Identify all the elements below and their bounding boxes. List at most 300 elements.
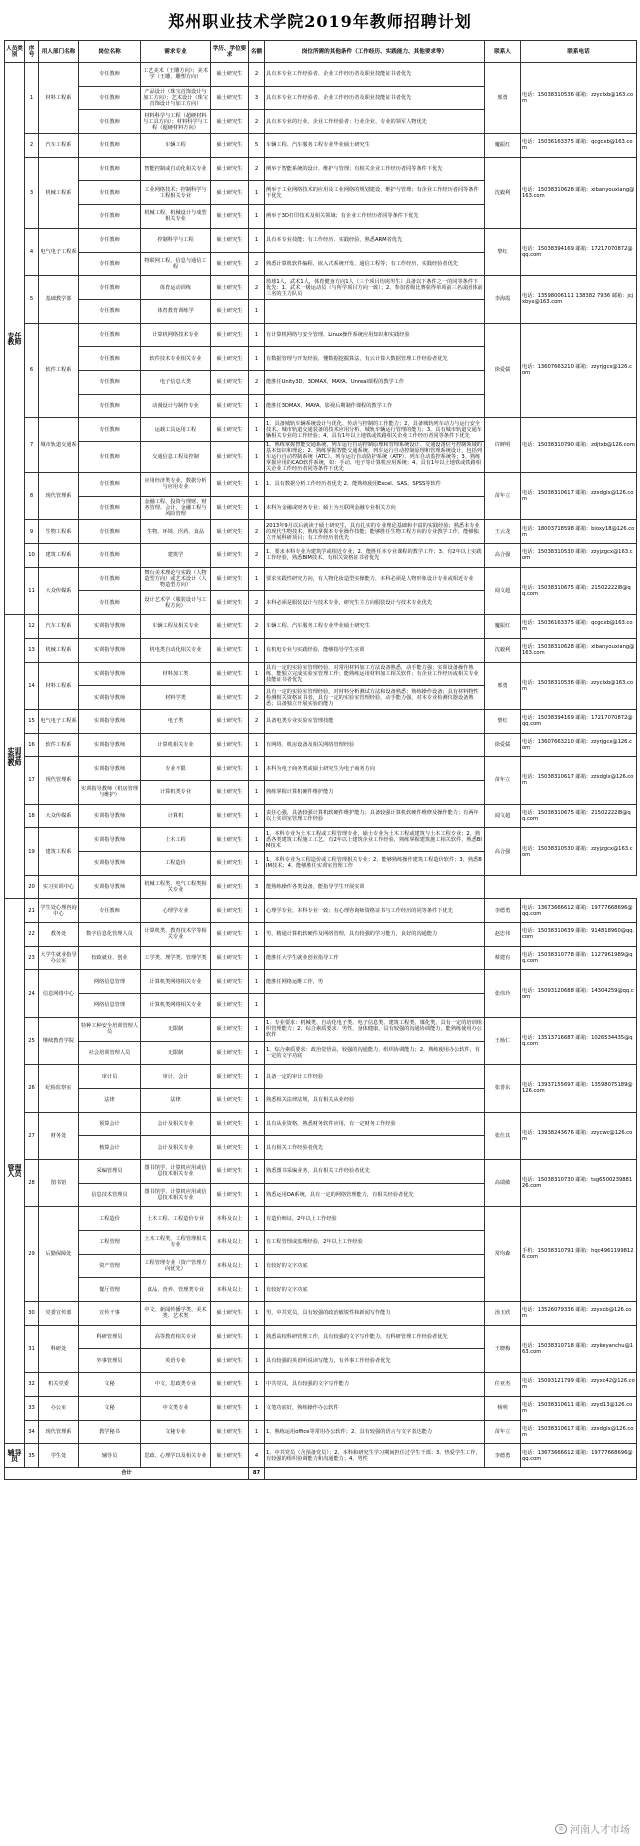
total-count: 87 <box>249 1467 265 1479</box>
required-major: 心理学专业 <box>141 899 211 923</box>
table-row <box>5 544 637 568</box>
headcount: 1 <box>249 205 265 229</box>
position-name: 文秘 <box>79 1373 141 1397</box>
contact-person: 赵忠伟 <box>485 923 521 947</box>
contact-person: 张善东 <box>485 1065 521 1112</box>
headcount: 1 <box>249 1183 265 1207</box>
position-name: 实训指导教师 <box>79 615 141 639</box>
other-requirements: 1、具有数据分析工作经历者优先 2、能熟练使用Excel、SAS、SPSS等软件 <box>265 473 485 497</box>
headcount: 2 <box>249 544 265 568</box>
other-requirements: 具有一定的实验室管理经验，对常用材料加工方法设备熟悉，动手能力强；实训设备操作熟练，能独立完成实验室管理工作；能熟练运用材料加工相关软件；有企业工作经历或相关专业技能证书者优先 <box>265 662 485 686</box>
degree-requirement: 硕士研究生 <box>211 662 249 686</box>
contact-person: 黎红 <box>485 709 521 733</box>
other-requirements: 熟练掌握计算机硬件维护能力 <box>265 780 485 804</box>
position-name: 科研管理员 <box>79 1325 141 1349</box>
contact-phone: 电话：15038394169 邮箱：17217070872@qq.com <box>521 709 637 733</box>
other-requirements: 熟悉图书采编业务，具有相关工作经验者优先 <box>265 1159 485 1183</box>
table-row <box>5 134 637 158</box>
contact-person: 苗年立 <box>485 473 521 520</box>
contact-phone: 电话：13513716687 邮箱：1026534435@qq.com <box>521 1017 637 1064</box>
table-row <box>5 418 637 442</box>
degree-requirement: 硕士研究生 <box>211 828 249 852</box>
required-major: 材料学类 <box>141 686 211 710</box>
table-row <box>5 757 637 781</box>
degree-requirement: 硕士研究生 <box>211 994 249 1018</box>
position-name: 实训指导教师 <box>79 638 141 662</box>
headcount: 1 <box>249 394 265 418</box>
table-row <box>5 899 637 923</box>
column-header: 联系人 <box>485 41 521 63</box>
degree-requirement: 硕士研究生 <box>211 496 249 520</box>
required-major: 产品设计（珠宝首饰设计与加工方向）；艺术设计（珠宝首饰设计与加工方向） <box>141 86 211 110</box>
degree-requirement: 硕士研究生 <box>211 733 249 757</box>
row-number: 33 <box>25 1396 39 1420</box>
department: 电气电子工程系 <box>39 709 79 733</box>
headcount: 1 <box>249 1017 265 1041</box>
table-row <box>5 709 637 733</box>
headcount: 1 <box>249 970 265 994</box>
headcount: 3 <box>249 86 265 110</box>
headcount: 1 <box>249 638 265 662</box>
headcount: 3 <box>249 875 265 899</box>
contact-person: 王晓梅 <box>485 1325 521 1372</box>
position-name: 预算会计 <box>79 1112 141 1136</box>
other-requirements: 具有从业资格，熟悉财务软件应用，有一定财务工作经验 <box>265 1112 485 1136</box>
position-name: 专任教师 <box>79 181 141 205</box>
required-major: 机械工程、机械设计与成型相关专业 <box>141 205 211 229</box>
table-row <box>5 1325 637 1349</box>
other-requirements: 有造价师证，2年以上工作经验 <box>265 1207 485 1231</box>
table-row <box>5 276 637 300</box>
position-name: 专任教师 <box>79 110 141 134</box>
table-row <box>5 1420 637 1444</box>
position-name: 校政就业、创业 <box>79 946 141 970</box>
row-number: 3 <box>25 157 39 228</box>
other-requirements: 有较好的文字功底 <box>265 1254 485 1278</box>
other-requirements: 要求实践性研究方向，有人物化妆造型实操能力，本科必须是人物形象设计专业或相近专业 <box>265 567 485 591</box>
degree-requirement: 硕士研究生 <box>211 899 249 923</box>
contact-phone: 电话：15038310536 邮箱：zzyclxb@163.com <box>521 662 637 709</box>
required-major: 车辆工程及相关专业 <box>141 615 211 639</box>
other-requirements: 车辆工程、汽车服务工程专业毕业硕士研究生 <box>265 615 485 639</box>
contact-phone: 电话：15038310628 邮箱：xibanyouxiang@163.com <box>521 157 637 228</box>
contact-person: 闻文超 <box>485 567 521 614</box>
required-major: 计算机类网络相关专业 <box>141 970 211 994</box>
degree-requirement: 硕士研究生 <box>211 370 249 394</box>
other-requirements: 有网络、机房设备及相关网络管理经验 <box>265 733 485 757</box>
department: 生物工程系 <box>39 520 79 544</box>
required-major: 土木工程 <box>141 828 211 852</box>
other-requirements <box>265 994 485 1018</box>
department: 汽车工程系 <box>39 615 79 639</box>
table-header <box>5 41 637 63</box>
degree-requirement: 硕士研究生 <box>211 110 249 134</box>
degree-requirement: 硕士研究生 <box>211 1444 249 1468</box>
department: 实习实训中心 <box>39 875 79 899</box>
headcount: 1 <box>249 994 265 1018</box>
contact-person: 常均森 <box>485 1207 521 1302</box>
other-requirements: 具有本专业的行业、企业工作经验者；行业企业、专业的领军人物优先 <box>265 110 485 134</box>
required-major: 高等教育相关专业 <box>141 1325 211 1349</box>
column-header: 序号 <box>25 41 39 63</box>
contact-phone: 电话：15038394169 邮箱：17217070872@qq.com <box>521 228 637 275</box>
headcount: 1 <box>249 418 265 442</box>
required-major: 应用经济类专业，数据分析与应用专业 <box>141 473 211 497</box>
degree-requirement: 硕士研究生 <box>211 1373 249 1397</box>
degree-requirement: 硕士研究生 <box>211 347 249 371</box>
position-name: 数字信息化管理人员 <box>79 923 141 947</box>
contact-person: 魔振红 <box>485 615 521 639</box>
department: 办公室 <box>39 1396 79 1420</box>
column-header: 联系电话 <box>521 41 637 63</box>
degree-requirement: 硕士研究生 <box>211 1420 249 1444</box>
contact-person: 张伟玲 <box>485 970 521 1017</box>
other-requirements: 有较好的文字功底 <box>265 1278 485 1302</box>
row-number: 10 <box>25 544 39 568</box>
degree-requirement: 硕士研究生 <box>211 1041 249 1065</box>
headcount: 1 <box>249 899 265 923</box>
other-requirements: 1、综合素质要求：政治觉悟高，较强的沟通能力，组织协调能力；2、熟练使用办公软件，有一定的文字功底 <box>265 1041 485 1065</box>
required-major: 舞台美术理论与实践（人物造型方向）或艺术设计（人物造型方向） <box>141 567 211 591</box>
contact-phone: 电话：13673666612 邮箱：19777668696@qq.com <box>521 899 637 923</box>
department: 财务处 <box>39 1112 79 1159</box>
row-number: 12 <box>25 615 39 639</box>
table-row <box>5 520 637 544</box>
degree-requirement: 硕士研究生 <box>211 86 249 110</box>
other-requirements: 具有较强的英语听说读写能力，有外事工作经验者优先 <box>265 1349 485 1373</box>
degree-requirement: 硕士研究生 <box>211 323 249 347</box>
contact-phone: 电话：15038310617 邮箱：zzxdglx@126.com <box>521 757 637 804</box>
degree-requirement: 本科及以上 <box>211 1207 249 1231</box>
row-number: 25 <box>25 1017 39 1064</box>
table-row <box>5 1302 637 1326</box>
position-name: 专任教师 <box>79 276 141 300</box>
row-number: 1 <box>25 63 39 134</box>
degree-requirement: 硕士研究生 <box>211 852 249 876</box>
other-requirements: 1、本科专业为工程造价或工程管理相关专业；2、能够熟练操作建筑工程造价软件；3、熟悉BIM技术；4、能够胜任实训室管理工作 <box>265 852 485 876</box>
table-row <box>5 946 637 970</box>
position-name: 专任教师 <box>79 394 141 418</box>
required-major: 机械工程类、电气工程类相关专业 <box>141 875 211 899</box>
position-name: 实训指导教师 <box>79 757 141 781</box>
headcount: 2 <box>249 370 265 394</box>
row-number: 4 <box>25 228 39 275</box>
contact-phone: 电话：18003718598 邮箱：bioxy18@126.com <box>521 520 637 544</box>
headcount: 1 <box>249 1278 265 1302</box>
other-requirements: 具有本专业工作经验者、企业工作经历者及职业技能证书者优先 <box>265 86 485 110</box>
contact-phone: 电话：13938243676 邮箱：zzycwc@126.com <box>521 1112 637 1159</box>
department: 现代管理系 <box>39 1420 79 1444</box>
other-requirements: 心理学专业，本科专业一致；有心理咨询师资格证书与工作经历的同等条件下优先 <box>265 899 485 923</box>
column-header: 人员类别 <box>5 41 25 63</box>
required-major: 中文、新闻传播学类、美术类、艺术类 <box>141 1302 211 1326</box>
department: 城市轨道交通系 <box>39 418 79 473</box>
department: 学生处心理咨询中心 <box>39 899 79 923</box>
department: 科研处 <box>39 1325 79 1372</box>
department: 继续教育学院 <box>39 1017 79 1064</box>
contact-phone: 电话：15038310778 邮箱：1127961989@qq.com <box>521 946 637 970</box>
other-requirements: 例举于3D打印技术及相关领域；有企业工作经历者同等条件下优先 <box>265 205 485 229</box>
degree-requirement: 硕士研究生 <box>211 418 249 442</box>
position-name: 专任教师 <box>79 252 141 276</box>
other-requirements: 具有本专业工作经验者、企业工作经历者及职业技能证书者优先 <box>265 63 485 87</box>
position-name: 专任教师 <box>79 418 141 442</box>
required-major: 计算机相关专业 <box>141 733 211 757</box>
contact-phone: 电话：13598006111 138382 7936 邮箱：jcjxbyx@163.com <box>521 276 637 323</box>
table-row <box>5 970 637 994</box>
required-major: 会计及相关专业 <box>141 1112 211 1136</box>
degree-requirement: 硕士研究生 <box>211 1302 249 1326</box>
other-requirements: 车辆工程、汽车服务工程专业毕业硕士研究生 <box>265 134 485 158</box>
degree-requirement: 硕士研究生 <box>211 1396 249 1420</box>
headcount: 1 <box>249 1231 265 1255</box>
degree-requirement: 硕士研究生 <box>211 709 249 733</box>
degree-requirement: 硕士研究生 <box>211 1183 249 1207</box>
required-major: 交通信息工程及控制 <box>141 442 211 473</box>
other-requirements: 男，精通计算机软硬件及网络管理，具有较强的学习能力，良好的沟通能力 <box>265 923 485 947</box>
required-major: 计算机 <box>141 804 211 828</box>
department: 现代管理系 <box>39 757 79 804</box>
row-number: 28 <box>25 1159 39 1206</box>
row-number: 7 <box>25 418 39 473</box>
required-major: 无限制 <box>141 1017 211 1041</box>
degree-requirement: 本科及以上 <box>211 1231 249 1255</box>
position-name: 辅导员 <box>79 1444 141 1468</box>
department: 后勤保障处 <box>39 1207 79 1302</box>
row-number: 19 <box>25 828 39 875</box>
headcount: 2 <box>249 110 265 134</box>
position-name: 实训指导教师 <box>79 804 141 828</box>
degree-requirement: 硕士研究生 <box>211 1017 249 1041</box>
degree-requirement: 硕士研究生 <box>211 591 249 615</box>
other-requirements: 本科为电子商务类或硕士研究生为电子商务方向 <box>265 757 485 781</box>
other-requirements: 熟悉运用OA系统，具有一定的网络管理能力，有相关经验者优先 <box>265 1183 485 1207</box>
degree-requirement: 硕士研究生 <box>211 923 249 947</box>
headcount: 1 <box>249 852 265 876</box>
required-major: 车辆工程 <box>141 134 211 158</box>
headcount: 2 <box>249 709 265 733</box>
table-row <box>5 228 637 252</box>
other-requirements: 有工程管理或监理经验，2年以上工作经验 <box>265 1231 485 1255</box>
other-requirements: 1、中共党员（含预备党员）；2、本科和研究生学习期间担任过学生干部；3、热爱学生工作，有较强的组织协调能力和沟通能力；4、男性 <box>265 1444 485 1468</box>
table-row <box>5 157 637 181</box>
table-row <box>5 1159 637 1183</box>
row-number: 27 <box>25 1112 39 1159</box>
position-name: 实训指导教师 <box>79 875 141 899</box>
contact-phone: 电话：15038310530 邮箱：zzyjzgcx@163.com <box>521 544 637 568</box>
required-major: 思政、心理学以及相关专业 <box>141 1444 211 1468</box>
other-requirements: 熟悉相关法律法规，具有相关从业经验 <box>265 1088 485 1112</box>
page-title: 郑州职业技术学院2019年教师招聘计划 <box>168 11 472 31</box>
required-major: 机电类自动化相关专业 <box>141 638 211 662</box>
headcount: 2 <box>249 686 265 710</box>
position-name: 法律 <box>79 1088 141 1112</box>
row-number: 22 <box>25 923 39 947</box>
other-requirements: 责任心强，具备较强计算机软硬件维护能力；具备较强计算机软硬件维修及操作能力；有两年以上实训室管理工作经验 <box>265 804 485 828</box>
table-row <box>5 1065 637 1089</box>
contact-phone: 电话：15038310675 邮箱：21502222l8@qq.com <box>521 804 637 828</box>
headcount: 1 <box>249 828 265 852</box>
other-requirements: 有机电专业与实践经验，能够指导学生实训 <box>265 638 485 662</box>
department: 大学生就业指导办公室 <box>39 946 79 970</box>
table-row <box>5 828 637 852</box>
contact-phone: 电话：13607663210 邮箱：zzyrjgcx@126.com <box>521 733 637 757</box>
total-label: 合计 <box>5 1467 249 1479</box>
required-major: 专业不限 <box>141 757 211 781</box>
required-major: 金融工程、投资与理财、财务管理、会计、金融工程与风险管理 <box>141 496 211 520</box>
required-major: 生物、环境、医药、食品 <box>141 520 211 544</box>
row-number: 5 <box>25 276 39 323</box>
headcount: 1 <box>249 1254 265 1278</box>
other-requirements: 熟悉高校科研管理工作，具有较强的文字写作能力，有科研管理工作经验者优先 <box>265 1325 485 1349</box>
row-number: 21 <box>25 899 39 923</box>
position-name: 餐厅管理 <box>79 1278 141 1302</box>
contact-person: 邢勇 <box>485 662 521 709</box>
degree-requirement: 硕士研究生 <box>211 780 249 804</box>
headcount: 2 <box>249 276 265 300</box>
degree-requirement: 硕士研究生 <box>211 63 249 87</box>
position-name: 实训指导教师 <box>79 662 141 686</box>
row-number: 2 <box>25 134 39 158</box>
required-major: 材料科学与工程（超硬材料与工具方向）；材料科学与工程（超硬材料方向） <box>141 110 211 134</box>
headcount: 1 <box>249 1088 265 1112</box>
contact-phone: 电话：15038310530 邮箱：zzyjzgcx@163.com <box>521 828 637 875</box>
row-number: 35 <box>25 1444 39 1468</box>
headcount: 5 <box>249 134 265 158</box>
row-number: 15 <box>25 709 39 733</box>
degree-requirement: 硕士研究生 <box>211 205 249 229</box>
department: 软件工程系 <box>39 323 79 418</box>
headcount: 1 <box>249 1112 265 1136</box>
position-name: 专任教师 <box>79 567 141 591</box>
other-requirements <box>265 299 485 323</box>
degree-requirement: 硕士研究生 <box>211 1325 249 1349</box>
watermark-text: 河南人才市场 <box>570 1825 630 1836</box>
other-requirements: 例举于智能系统的设计、维护与管理；有相关企业工作经历者同等条件下优先 <box>265 157 485 181</box>
required-major: 计算机类专业 <box>141 780 211 804</box>
position-name: 专任教师 <box>79 496 141 520</box>
required-major: 控制科学与工程 <box>141 228 211 252</box>
required-major: 计算机网络技术专业 <box>141 323 211 347</box>
degree-requirement: 硕士研究生 <box>211 1065 249 1089</box>
headcount: 1 <box>249 496 265 520</box>
contact-phone: 电话：15036163375 邮箱：qcgcxb@163.com <box>521 615 637 639</box>
other-requirements: 2013年9月以后就读于硕士研究生，具有扎实的专业理论基础和丰富的实践经验；熟悉本专业的现代生物技术，熟练掌握本专业操作技能；能够胜任生物工程方向的专业教学工作，能够独立开展科研项目；有工作经历者优先 <box>265 520 485 544</box>
required-major: 会计及相关专业 <box>141 1136 211 1160</box>
column-header: 学历、学位要求 <box>211 41 249 63</box>
required-major: 土木工程、工程造价专业 <box>141 1207 211 1231</box>
department: 机关党委 <box>39 1373 79 1397</box>
headcount: 1 <box>249 1325 265 1349</box>
column-header: 岗位名称 <box>79 41 141 63</box>
degree-requirement: 硕士研究生 <box>211 1349 249 1373</box>
position-name: 实训指导教师 <box>79 852 141 876</box>
contact-phone: 电话：15038310611 邮箱：zzyd13@126.com <box>521 1396 637 1420</box>
position-name: 宣传干事 <box>79 1302 141 1326</box>
contact-phone: 电话：13673666612 邮箱：19777668696@qq.com <box>521 1444 637 1468</box>
position-name: 采编管理员 <box>79 1159 141 1183</box>
column-header: 名额 <box>249 41 265 63</box>
headcount: 1 <box>249 1136 265 1160</box>
degree-requirement: 硕士研究生 <box>211 1136 249 1160</box>
total-row <box>5 1467 637 1479</box>
headcount: 1 <box>249 347 265 371</box>
position-name: 专任教师 <box>79 299 141 323</box>
headcount: 1 <box>249 567 265 591</box>
headcount: 2 <box>249 591 265 615</box>
staff-category: 辅导员 <box>5 1444 25 1468</box>
required-major: 物联网工程、信息与通信工程 <box>141 252 211 276</box>
position-name: 实训指导教师（机房管理与维护） <box>79 780 141 804</box>
required-major: 图书馆学、计算机应用或信息技术相关专业 <box>141 1183 211 1207</box>
row-number: 11 <box>25 567 39 614</box>
degree-requirement: 硕士研究生 <box>211 473 249 497</box>
table-row <box>5 1017 637 1041</box>
headcount: 2 <box>249 615 265 639</box>
table-row <box>5 733 637 757</box>
contact-phone: 电话：15038310617 邮箱：zzxdglx@126.com <box>521 1420 637 1444</box>
row-number: 31 <box>25 1325 39 1372</box>
headcount: 1 <box>249 1396 265 1420</box>
required-major: 法律 <box>141 1088 211 1112</box>
other-requirements: 能胜任大学生就业创业指导工作 <box>265 946 485 970</box>
position-name: 网络信息管理 <box>79 994 141 1018</box>
department: 材料工程系 <box>39 63 79 134</box>
other-requirements: 具备电类专业实验室管理技能 <box>265 709 485 733</box>
department: 材料工程系 <box>39 662 79 709</box>
department: 基础教学部 <box>39 276 79 323</box>
headcount: 1 <box>249 1373 265 1397</box>
other-requirements: 具有一定的实验室管理经验，对材料分析测试方法和设备熟悉；熟练操作设备；具有材料物性检测相关资格证书者，具有一定的实验室管理经验，动手能力强，对本专业检测仪器设备熟悉；具备独立开展实验的能力 <box>265 686 485 710</box>
other-requirements: 有数据管理与开发经验，懂数据挖掘算法，有云计算大数据管理工作经验者优先 <box>265 347 485 371</box>
contact-phone: 电话：15093121799 邮箱：zzyxc42@126.com <box>521 1373 637 1397</box>
other-requirements: 1、要求本科专业为建筑学或相近专业；2、能胜任本专业课程的教学工作；3、有2年以上实践工作经验，熟悉BIM技术，有相关资格证书者优先 <box>265 544 485 568</box>
other-requirements: 本科为金融或财务专业；硕士为互联网金融专业相关方向 <box>265 496 485 520</box>
degree-requirement: 硕士研究生 <box>211 394 249 418</box>
position-name: 专任教师 <box>79 86 141 110</box>
contact-person: 闻文超 <box>485 804 521 828</box>
table-row <box>5 1373 637 1397</box>
contact-phone: 电话：15036163375 邮箱：qcgcxb@163.com <box>521 134 637 158</box>
degree-requirement: 硕士研究生 <box>211 970 249 994</box>
degree-requirement: 本科及以上 <box>211 1278 249 1302</box>
headcount: 1 <box>249 757 265 781</box>
required-major: 运载工具运用工程 <box>141 418 211 442</box>
table-row <box>5 1396 637 1420</box>
row-number: 8 <box>25 473 39 520</box>
staff-category: 专任教师 <box>5 63 25 615</box>
department: 汽车工程系 <box>39 134 79 158</box>
contact-phone: 电话：13937155697 邮箱：13598075189@126.com <box>521 1065 637 1112</box>
table-row <box>5 1207 637 1231</box>
contact-phone: 电话：13607663210 邮箱：zzyrjgcx@126.com <box>521 323 637 418</box>
required-major: 软件技术专业相关专业 <box>141 347 211 371</box>
staff-category: 实训指导教师 <box>5 615 25 899</box>
headcount: 1 <box>249 299 265 323</box>
position-name: 专任教师 <box>79 347 141 371</box>
contact-person: 蔡建有 <box>485 946 521 970</box>
headcount: 1 <box>249 181 265 205</box>
degree-requirement: 硕士研究生 <box>211 638 249 662</box>
contact-phone: 电话：15038310718 邮箱：zzykeyanchu@163.com <box>521 1325 637 1372</box>
row-number: 17 <box>25 757 39 804</box>
other-requirements: 1、熟练运用office等常用办公软件；2、具有较强的语言与文字表达能力 <box>265 1420 485 1444</box>
row-number: 16 <box>25 733 39 757</box>
table-row <box>5 1444 637 1468</box>
row-number: 32 <box>25 1373 39 1397</box>
required-major: 英语专业 <box>141 1349 211 1373</box>
contact-person: 邢勇 <box>485 63 521 134</box>
